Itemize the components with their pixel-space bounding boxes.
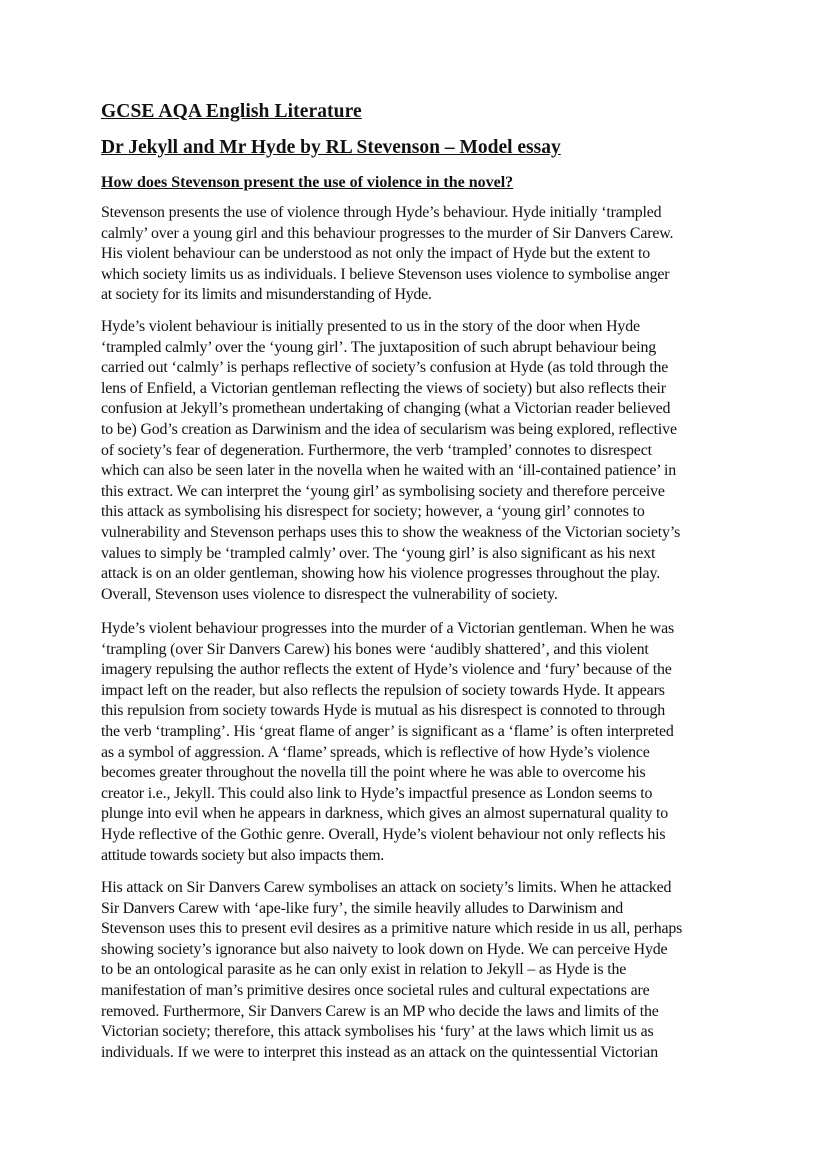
paragraph-line: Stevenson uses this to present evil desires as a primitive nature which reside in us all, perhaps bbox=[101, 920, 683, 938]
paragraph-line: Hyde’s violent behaviour is initially presented to us in the story of the door when Hyde bbox=[101, 318, 640, 335]
paragraph-line: to be an ontological parasite as he can only exist in relation to Jekyll – as Hyde is the bbox=[101, 961, 627, 979]
paragraph-line: of society’s fear of degeneration. Furthermore, the verb ‘trampled’ connotes to disrespect bbox=[101, 441, 652, 459]
paragraph-line: Overall, Stevenson uses violence to disrespect the vulnerability of society. bbox=[101, 585, 558, 603]
paragraph-line: plunge into evil when he appears in darkness, which gives an almost supernatural quality to bbox=[101, 805, 669, 823]
paragraph-line: Sir Danvers Carew with ‘ape-like fury’, the simile heavily alludes to Darwinism and bbox=[101, 899, 624, 917]
paragraph-2 bbox=[101, 317, 741, 605]
paragraph-line: removed. Furthermore, Sir Danvers Carew is an MP who decide the laws and limits of the bbox=[101, 1002, 659, 1020]
paragraph-line: individuals. If we were to interpret this instead as an attack on the quintessential Victorian bbox=[101, 1043, 658, 1061]
paragraph-line: becomes greater throughout the novella till the point where he was able to overcome his bbox=[101, 764, 646, 782]
paragraph-line: the verb ‘trampling’. His ‘great flame of anger’ is significant as a ‘flame’ is often interpreted bbox=[101, 722, 674, 740]
paragraph-line: values to simply be ‘trampled calmly’ over. The ‘young girl’ is also significant as his next bbox=[101, 544, 656, 562]
document-subtitle: Dr Jekyll and Mr Hyde by RL Stevenson – Model essay bbox=[101, 137, 561, 158]
paragraph-line: vulnerability and Stevenson perhaps uses this to show the weakness of the Victorian society’s bbox=[101, 523, 681, 541]
paragraph-line: lens of Enfield, a Victorian gentleman reflecting the views of society) but also reflects their bbox=[101, 379, 666, 397]
paragraph-line: ‘trampled calmly’ over the ‘young girl’. The juxtaposition of such abrupt behaviour being bbox=[101, 338, 656, 356]
paragraph-line: attack is on an older gentleman, showing how his violence progresses throughout the play. bbox=[101, 565, 660, 583]
paragraph-3 bbox=[101, 619, 741, 866]
essay-question: How does Stevenson present the use of violence in the novel? bbox=[101, 174, 514, 191]
paragraph-line: Hyde reflective of the Gothic genre. Overall, Hyde’s violent behaviour not only reflects his bbox=[101, 825, 666, 843]
paragraph-line: impact left on the reader, but also reflects the repulsion of society towards Hyde. It appears bbox=[101, 681, 665, 699]
paragraph-line: calmly’ over a young girl and this behaviour progresses to the murder of Sir Danvers Carew. bbox=[101, 224, 674, 242]
paragraph-line: attitude towards society but also impacts them. bbox=[101, 846, 384, 864]
paragraph-line: as a symbol of aggression. A ‘flame’ spreads, which is reflective of how Hyde’s violence bbox=[101, 743, 650, 761]
paragraph-line: showing society’s ignorance but also naivety to look down on Hyde. We can perceive Hyde bbox=[101, 940, 668, 958]
paragraph-line: this attack as symbolising his disrespect for society; however, a ‘young girl’ connotes to bbox=[101, 503, 645, 521]
paragraph-line: which can also be seen later in the novella when he waited with an ‘ill-contained patience’ in bbox=[101, 462, 677, 480]
paragraph-line: at society for its limits and misunderstanding of Hyde. bbox=[101, 286, 432, 304]
document-title: GCSE AQA English Literature bbox=[101, 101, 362, 122]
paragraph-line: His attack on Sir Danvers Carew symbolises an attack on society’s limits. When he attacked bbox=[101, 879, 672, 896]
paragraph-line: imagery repulsing the author reflects the extent of Hyde’s violence and ‘fury’ because of the bbox=[101, 661, 672, 679]
paragraph-line: this repulsion from society towards Hyde is mutual as his disrespect is connoted to through bbox=[101, 702, 666, 720]
paragraph-line: manifestation of man’s primitive desires once societal rules and cultural expectations are bbox=[101, 981, 650, 999]
paragraph-line: Stevenson presents the use of violence through Hyde’s behaviour. Hyde initially ‘trampled bbox=[101, 204, 662, 221]
paragraph-4 bbox=[101, 878, 741, 1063]
paragraph-line: Victorian society; therefore, this attack symbolises his ‘fury’ at the laws which limit us as bbox=[101, 1023, 654, 1041]
paragraph-line: ‘trampling (over Sir Danvers Carew) his bones were ‘audibly shattered’, and this violent bbox=[101, 640, 649, 658]
paragraph-line: creator i.e., Jekyll. This could also link to Hyde’s impactful presence as London seems to bbox=[101, 784, 653, 802]
paragraph-line: this extract. We can interpret the ‘young girl’ as symbolising society and therefore perceive bbox=[101, 482, 665, 500]
paragraph-line: His violent behaviour can be understood as not only the impact of Hyde but the extent to bbox=[101, 245, 650, 263]
paragraph-line: carried out ‘calmly’ is perhaps reflective of society’s confusion at Hyde (as told through the bbox=[101, 359, 669, 377]
paragraph-line: which society limits us as individuals. I believe Stevenson uses violence to symbolise anger bbox=[101, 265, 670, 283]
paragraph-line: to be) God’s creation as Darwinism and the idea of secularism was being explored, reflective bbox=[101, 420, 677, 438]
paragraph-line: Hyde’s violent behaviour progresses into the murder of a Victorian gentleman. When he was bbox=[101, 620, 675, 637]
paragraph-line: confusion at Jekyll’s promethean undertaking of changing (what a Victorian reader believed bbox=[101, 400, 671, 418]
paragraph-1 bbox=[101, 203, 741, 306]
